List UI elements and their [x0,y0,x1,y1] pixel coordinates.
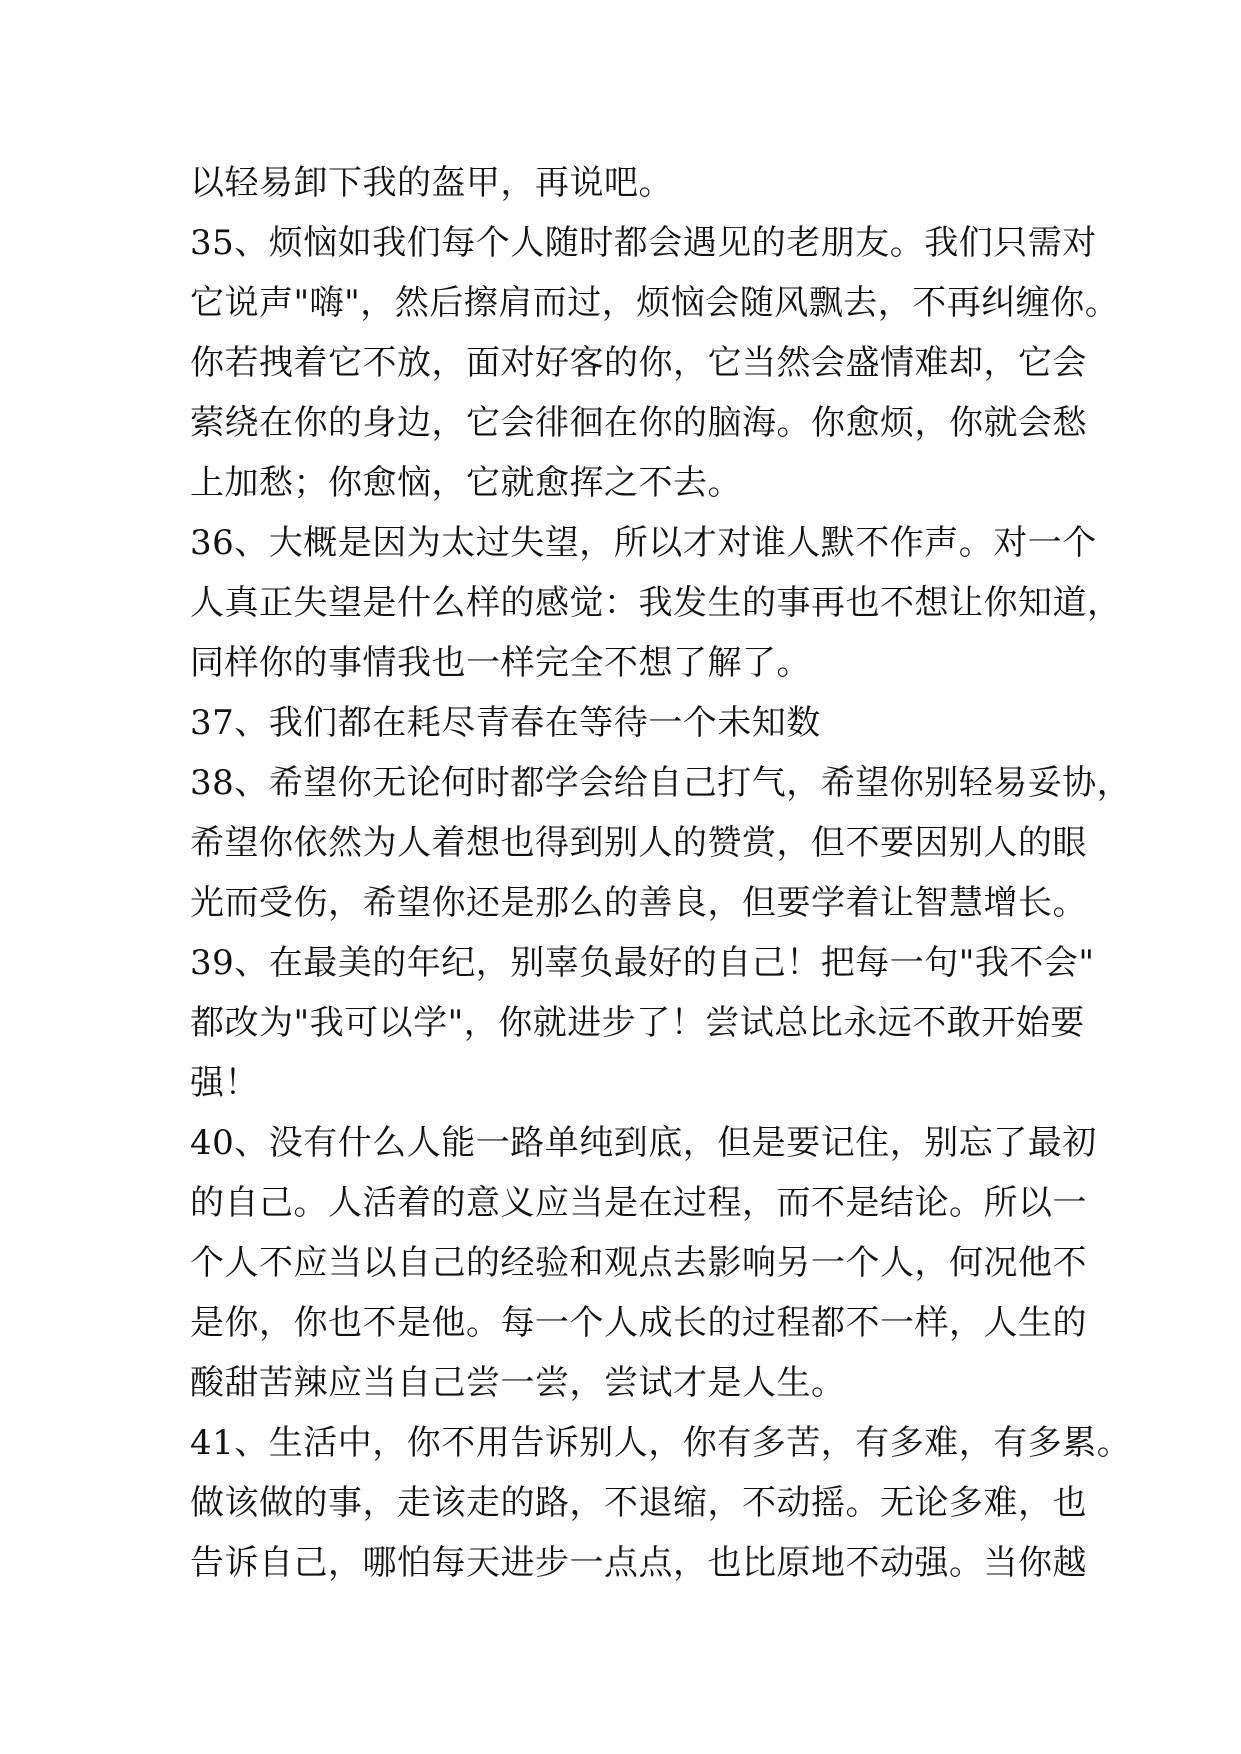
text-line: 强！ [190,1063,259,1103]
text-line: 的自己。人活着的意义应当是在过程，而不是结论。所以一 [190,1183,1087,1223]
text-line: 35、烦恼如我们每个人随时都会遇见的老朋友。我们只需对 [190,223,1097,263]
text-line: 40、没有什么人能一路单纯到底，但是要记住，别忘了最初 [190,1123,1097,1163]
text-line: 36、大概是因为太过失望，所以才对谁人默不作声。对一个 [190,523,1097,563]
text-line: 是你，你也不是他。每一个人成长的过程都不一样，人生的 [190,1303,1087,1343]
text-line: 光而受伤，希望你还是那么的善良，但要学着让智慧增长。 [190,883,1087,923]
text-line: 萦绕在你的身边，它会徘徊在你的脑海。你愈烦，你就会愁 [190,403,1087,443]
document-body [190,153,1132,1593]
text-line: 希望你依然为人着想也得到别人的赞赏，但不要因别人的眼 [190,823,1087,863]
text-line: 告诉自己，哪怕每天进步一点点，也比原地不动强。当你越 [190,1543,1087,1583]
text-line: 个人不应当以自己的经验和观点去影响另一个人，何况他不 [190,1243,1087,1283]
text-line: 它说声"嗨"，然后擦肩而过，烦恼会随风飘去，不再纠缠你。 [190,283,1120,323]
text-line: 41、生活中，你不用告诉别人，你有多苦，有多难，有多累。 [190,1423,1132,1463]
text-line: 38、希望你无论何时都学会给自己打气，希望你别轻易妥协， [190,763,1132,803]
text-line: 人真正失望是什么样的感觉：我发生的事再也不想让你知道， [190,583,1122,623]
text-line: 都改为"我可以学"，你就进步了！尝试总比永远不敢开始要 [190,1003,1085,1043]
text-line: 上加愁；你愈恼，它就愈挥之不去。 [190,463,742,503]
text-line: 你若拽着它不放，面对好客的你，它当然会盛情难却，它会 [190,343,1087,383]
text-line: 以轻易卸下我的盔甲，再说吧。 [190,163,673,203]
text-line: 酸甜苦辣应当自己尝一尝，尝试才是人生。 [190,1363,846,1403]
text-line: 37、我们都在耗尽青春在等待一个未知数 [190,703,821,743]
text-line: 同样你的事情我也一样完全不想了解了。 [190,643,811,683]
text-line: 39、在最美的年纪，别辜负最好的自己！把每一句"我不会" [190,943,1095,983]
text-line: 做该做的事，走该走的路，不退缩，不动摇。无论多难，也 [190,1483,1087,1523]
